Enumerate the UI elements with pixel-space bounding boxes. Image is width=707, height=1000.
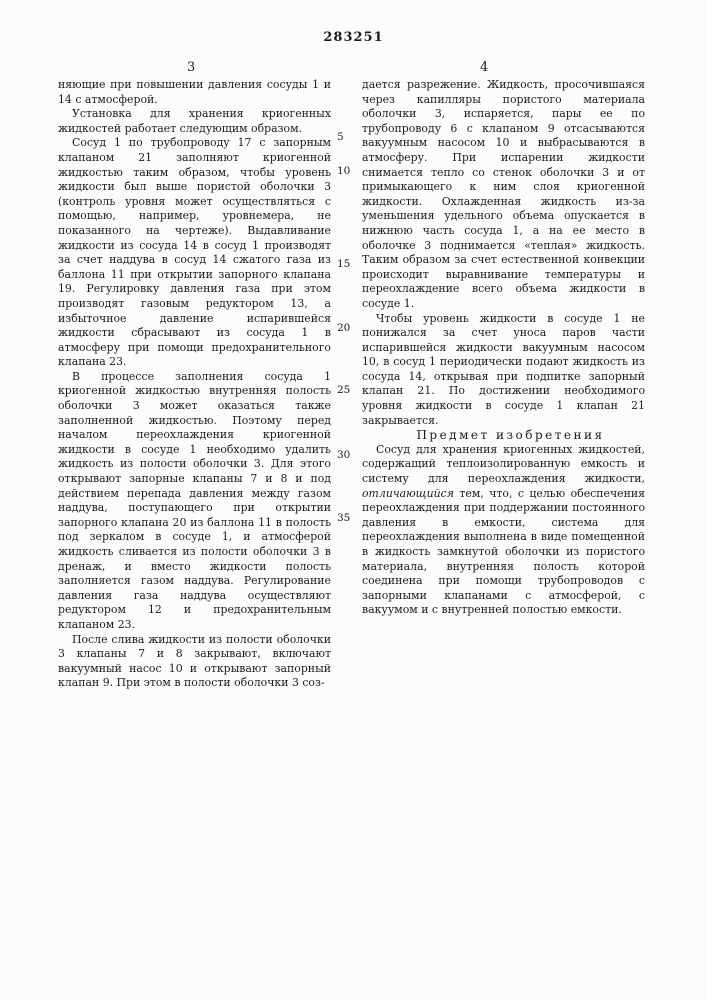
page-number-right: 4: [480, 60, 488, 75]
right-column: [362, 78, 645, 618]
claim-emphasis: отличающийся: [362, 487, 454, 500]
page-number-left: 3: [187, 60, 195, 75]
paragraph: Чтобы уровень жидкости в сосуде 1 не понижался за счет уноса паров части испарившейся жидкости вакуумным насосом 10, в сосуд 1 периодически подают жидкость из сосуда 14, открывая при подпитке запорный клапан 21. По достижении необходимого уровня жидкости в сосуде 1 клапан 21 закрывается.: [362, 312, 645, 429]
paragraph: Установка для хранения криогенных жидкостей работает следующим образом.: [58, 107, 331, 136]
paragraph: Сосуд 1 по трубопроводу 17 с запорным клапаном 21 заполняют криогенной жидкостью таким образом, чтобы уровень жидкости был выше пористой оболочки 3 (контроль уровня может осуществляться с помощью, например, уровнемера, не показанного на чертеже). Выдавливание жидкости из сосуда 14 в сосуд 1 производят за счет наддува в сосуд 14 сжатого газа из баллона 11 при открытии запорного клапана 19. Регулировку давления газа при этом производят газовым редуктором 13, а избыточное давление испарившейся жидкости сбрасывают из сосуда 1 в атмосферу при помощи предохранительного клапана 23.: [58, 136, 331, 370]
claim-paragraph: [362, 443, 645, 618]
claim-text: Сосуд для хранения криогенных жидкостей, содержащий теплоизолированную емкость и систему для переохлаждения жидкости,: [362, 443, 645, 485]
claim-text: тем, что, с целью обеспечения переохлаждения при поддержании постоянного давления в емкости, система для переохлаждения выполнена в виде помещенной в жидкость замкнутой оболочки из пористого материала, внутренняя полость которой соединена при помощи трубопроводов с запорными клапанами с атмосферой, с вакуумом и с внутренней полостью емкости.: [362, 487, 645, 617]
section-heading: Предмет изобретения: [362, 428, 645, 443]
paragraph: дается разрежение. Жидкость, просочившаяся через капилляры пористого материала оболочки 3, испаряется, пары ее по трубопроводу 6 с клапаном 9 отсасываются вакуумным насосом 10 и выбрасываются в атмосферу. При испарении жидкости снимается тепло со стенок оболочки 3 и от примыкающего к ним слоя криогенной жидкости. Охлажденная жидкость из-за уменьшения удельного объема опускается в нижнюю часть сосуда 1, а на ее место в оболочке 3 поднимается «теплая» жидкость. Таким образом за счет естественной конвекции происходит выравнивание температуры и переохлаждение всего объема жидкости в сосуде 1.: [362, 78, 645, 312]
line-number: 30: [337, 449, 350, 461]
line-number: 15: [337, 258, 350, 270]
line-number: 25: [337, 384, 350, 396]
line-number: 10: [337, 165, 350, 177]
patent-number: 283251: [0, 30, 707, 45]
line-number: 35: [337, 512, 350, 524]
paragraph: После слива жидкости из полости оболочки 3 клапаны 7 и 8 закрывают, включают вакуумный насос 10 и открывают запорный клапан 9. При этом в полости оболочки 3 соз-: [58, 633, 331, 691]
paragraph: В процессе заполнения сосуда 1 криогенной жидкостью внутренняя полость оболочки 3 может оказаться также заполненной жидкостью. Поэтому перед началом переохлаждения криогенной жидкости в сосуде 1 необходимо удалить жидкость из полости оболочки 3. Для этого открывают запорные клапаны 7 и 8 и под действием перепада давления между газом наддува, поступающего при открытии запорного клапана 20 из баллона 11 в полость под зеркалом в сосуде 1, и атмосферой жидкость сливается из полости оболочки 3 в дренаж, и вместо жидкости полость заполняется газом наддува. Регулирование давления газа наддува осуществляют редуктором 12 и предохранительным клапаном 23.: [58, 370, 331, 633]
line-number: 20: [337, 322, 350, 334]
line-number: 5: [337, 131, 344, 143]
left-column: [58, 78, 331, 691]
paragraph: няющие при повышении давления сосуды 1 и 14 с атмосферой.: [58, 78, 331, 107]
